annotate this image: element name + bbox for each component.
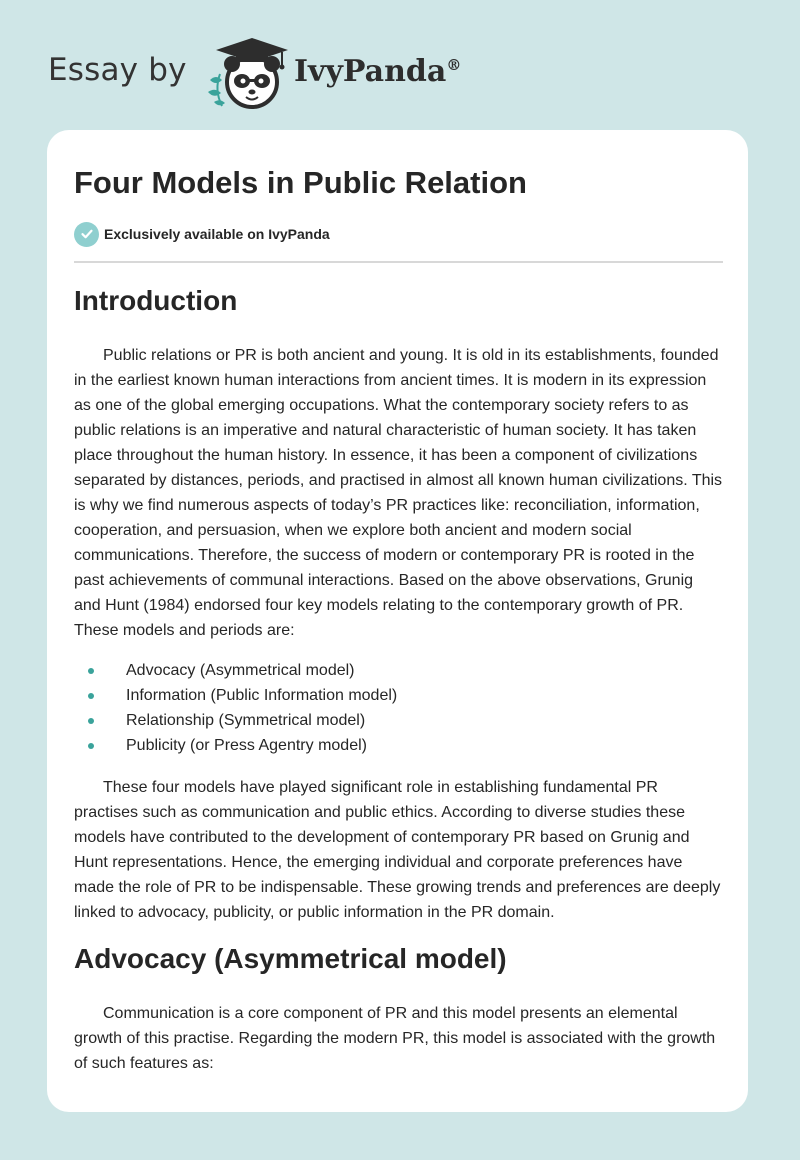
advocacy-paragraph-1: Communication is a core component of PR and this model presents an elemental growth of this practise. Regarding the modern PR, this model is associated with the growth of such features as: [74,1005,716,1072]
essay-card [47,130,748,1112]
list-item [74,658,723,683]
brand-name-text: IvyPanda [294,54,447,89]
exclusive-badge [74,221,330,247]
registered-mark: ® [446,56,462,74]
intro-paragraph-2: These four models have played significant role in establishing fundamental PR practises such as communication and public ethics. According to diverse studies these models have contributed to the development of contemporary PR based on Grunig and Hunt representations. Hence, the emerging individual and corporate preferences have made the role of PR to be indispensable. These growing trends and preferences are deeply linked to advocacy, publicity, or public information in the PR domain. [74,779,721,921]
exclusive-badge-text: Exclusively available on IvyPanda [104,226,330,242]
list-item [74,733,723,758]
title-divider [74,261,723,263]
essay-by-label: Essay by [48,52,187,88]
bullet-dot-icon [88,743,94,749]
section-heading-introduction: Introduction [74,285,238,316]
list-item-text: Advocacy (Asymmetrical model) [126,662,355,679]
models-list [74,658,723,758]
bullet-dot-icon [88,668,94,674]
list-item-text: Relationship (Symmetrical model) [126,712,366,729]
bullet-dot-icon [88,693,94,699]
brand-name[interactable] [294,54,461,89]
panda-logo-icon[interactable] [204,36,294,110]
essay-title: Four Models in Public Relation [74,165,527,200]
site-header [48,34,528,110]
list-item [74,683,723,708]
list-item-text: Publicity (or Press Agentry model) [126,737,367,754]
check-circle-icon [74,222,99,247]
intro-paragraph-1: Public relations or PR is both ancient and young. It is old in its establishments, founded in the earliest known human interactions from ancient times. It is modern in its expression as one of the global emerging occupations. What the contemporary society refers to as public relations is an imperative and natural characteristic of human society. It has taken place throughout the human history. In essence, it has been a component of civilizations separated by distances, periods, and practised in almost all known human civilizations. This is why we find numerous aspects of today’s PR practices like: reconciliation, information, cooperation, and persuasion, when we explore both ancient and modern social communications. Therefore, the success of modern or contemporary PR is rooted in the past achievements of communal interactions. Based on the above observations, Grunig and Hunt (1984) endorsed four key models relating to the contemporary growth of PR. These models and periods are: [74,347,723,639]
section-heading-advocacy: Advocacy (Asymmetrical model) [74,943,507,974]
list-item [74,708,723,733]
list-item-text: Information (Public Information model) [126,687,398,704]
bullet-dot-icon [88,718,94,724]
